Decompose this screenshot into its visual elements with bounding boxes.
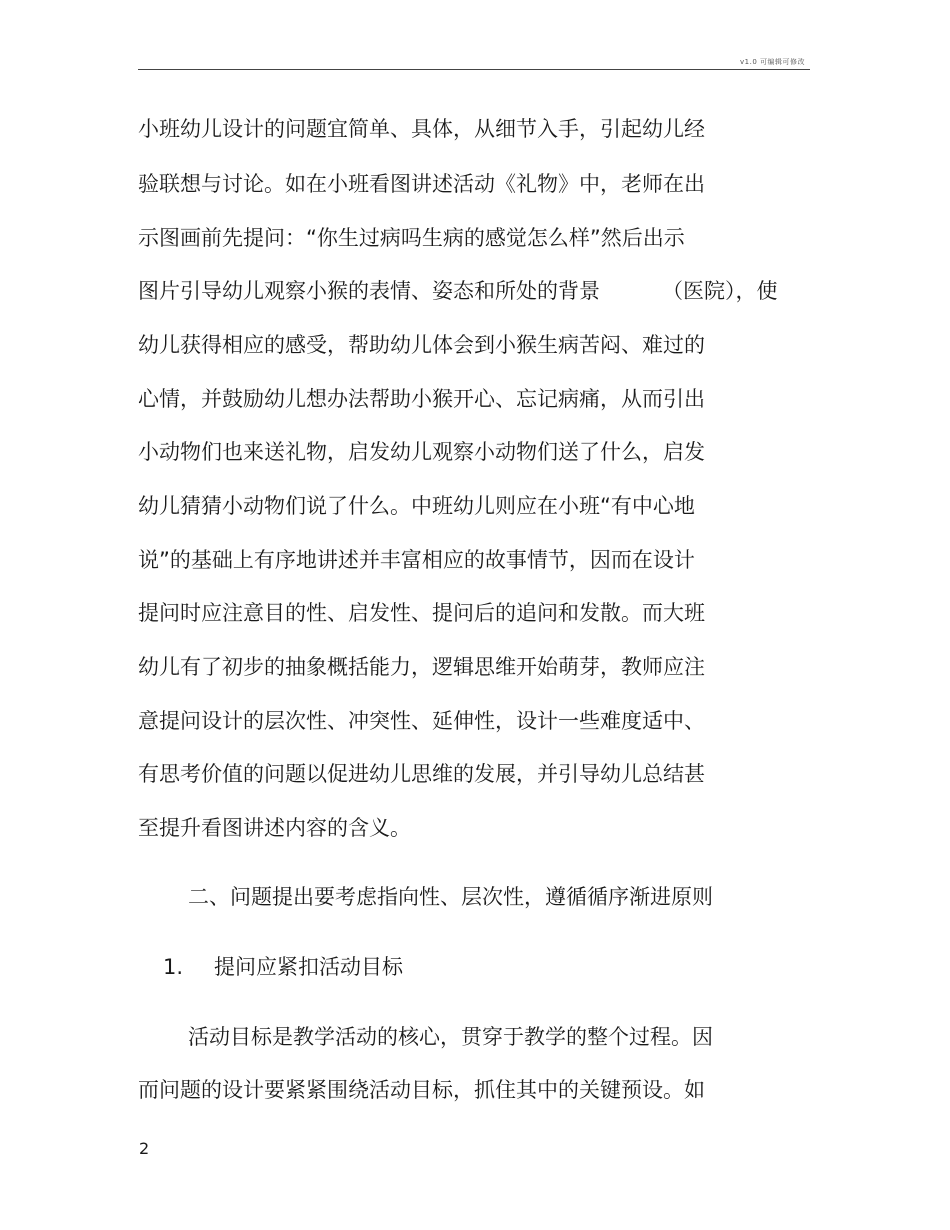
text-line: 至提升看图讲述内容的含义。 xyxy=(138,816,411,840)
list-item-text: 提问应紧扣活动目标 xyxy=(214,955,403,979)
text-line: 验联想与讨论。如在小班看图讲述活动《礼物》中，老师在出 xyxy=(138,172,705,196)
text-line xyxy=(138,276,778,306)
text-line: 小班幼儿设计的问题宜简单、具体，从细节入手，引起幼儿经 xyxy=(138,117,705,141)
version-note: v1.0 可编辑可修改 xyxy=(740,58,805,66)
text-line: 说”的基础上有序地讲述并丰富相应的故事情节，因而在设计 xyxy=(138,548,695,572)
list-item-number: 1. xyxy=(163,955,184,979)
text-line: 小动物们也来送礼物，启发幼儿观察小动物们送了什么，启发 xyxy=(138,440,705,464)
section-heading: 二、问题提出要考虑指向性、层次性，遵循循序渐进原则 xyxy=(188,885,713,909)
text-segment: 图片引导幼儿观察小猴的表情、姿态和所处的背景 xyxy=(138,279,600,303)
text-segment: （医院），使 xyxy=(662,279,778,303)
text-line: 意提问设计的层次性、冲突性、延伸性，设计一些难度适中、 xyxy=(138,709,705,733)
text-line: 提问时应注意目的性、启发性、提问后的追问和发散。而大班 xyxy=(138,601,705,625)
text-line: 心情，并鼓励幼儿想办法帮助小猴开心、忘记病痛，从而引出 xyxy=(138,387,705,411)
text-line: 示图画前先提问：“你生过病吗生病的感觉怎么样”然后出示 xyxy=(138,226,685,250)
header-divider xyxy=(138,69,810,70)
text-line: 有思考价值的问题以促进幼儿思维的发展，并引导幼儿总结甚 xyxy=(138,762,705,786)
page-number: 2 xyxy=(139,1139,150,1158)
text-line: 幼儿获得相应的感受，帮助幼儿体会到小猴生病苦闷、难过的 xyxy=(138,333,705,357)
text-line: 幼儿猜猜小动物们说了什么。中班幼儿则应在小班“有中心地 xyxy=(138,494,695,518)
text-line: 而问题的设计要紧紧围绕活动目标，抓住其中的关键预设。如 xyxy=(138,1078,705,1102)
text-line: 活动目标是教学活动的核心，贯穿于教学的整个过程。因 xyxy=(188,1025,713,1049)
text-line: 幼儿有了初步的抽象概括能力，逻辑思维开始萌芽，教师应注 xyxy=(138,655,705,679)
